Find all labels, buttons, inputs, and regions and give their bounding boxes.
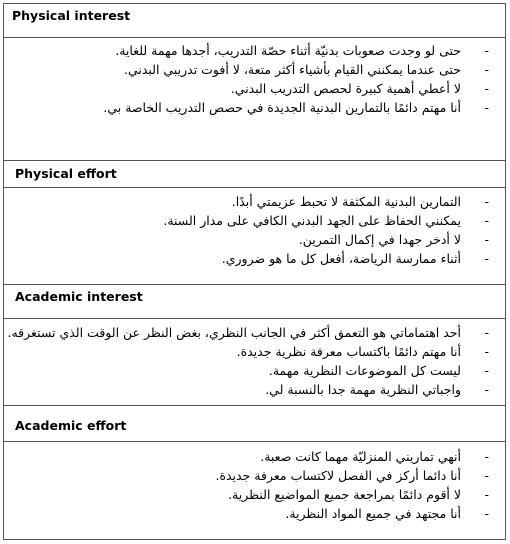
section-heading: Academic effort	[15, 418, 127, 433]
section-items-physical-effort	[4, 188, 505, 285]
list-item: - لا أقوم دائمًا بمراجعة جميع المواضيع النظرية.	[228, 487, 489, 502]
section-items-physical-interest	[4, 38, 505, 161]
section-header-physical-interest	[4, 4, 505, 38]
list-item: - ليست كل الموضوعات النظرية مهمة.	[268, 363, 489, 378]
section-header-physical-effort	[4, 161, 505, 188]
list-item: - واجباتي النظرية مهمة جدا بالنسبة لي.	[265, 382, 489, 397]
list-item: - التمارين البدنية المكثفة لا تحبط عزيمتي أبدًا.	[231, 194, 489, 209]
section-header-academic-interest	[4, 285, 505, 319]
section-heading: Physical interest	[12, 8, 131, 23]
questionnaire-table	[3, 3, 506, 540]
section-items-academic-effort	[4, 442, 505, 539]
list-item: - أنا مهتم دائمًا باكتساب معرفة نظرية جديدة.	[236, 344, 489, 359]
section-heading: Physical effort	[15, 166, 117, 181]
list-item: - أنا مهتم دائمًا بالتمارين البدنية الجديدة في حصص التدريب الخاصة بي.	[103, 100, 489, 115]
list-item: - يمكنني الحفاظ على الجهد البدني الكافي على مدار السنة.	[163, 213, 489, 228]
list-item: - لا أدخر جهدا في إكمال التمرين.	[298, 232, 489, 247]
section-header-academic-effort	[4, 406, 505, 442]
list-item: - أحد اهتماماتي هو التعمق أكثر في الجانب النظري، بغض النظر عن الوقت الذي تستغرقه.	[7, 325, 489, 340]
list-item: - حتى لو وجدت صعوبات بدنيّة أثناء حصّة التدريب، أجدها مهمة للغاية.	[115, 43, 489, 58]
list-item: - أنا دائما أركز في الفصل لاكتساب معرفة جديدة.	[215, 468, 489, 483]
list-item: - أنا مجتهد في جميع المواد النظرية.	[285, 506, 489, 521]
list-item: - أثناء ممارسة الرياضة، أفعل كل ما هو ضروري.	[221, 251, 489, 266]
list-item: - أنهي تماريني المنزليّة مهما كانت صعبة.	[260, 449, 489, 464]
section-heading: Academic interest	[15, 289, 143, 304]
list-item: - لا أعطي أهمية كبيرة لحصص التدريب البدني.	[230, 81, 489, 96]
section-items-academic-interest	[4, 319, 505, 406]
list-item: - حتى عندما يمكنني القيام بأشياء أكثر متعة، لا أفوت تدريبي البدني.	[123, 62, 489, 77]
